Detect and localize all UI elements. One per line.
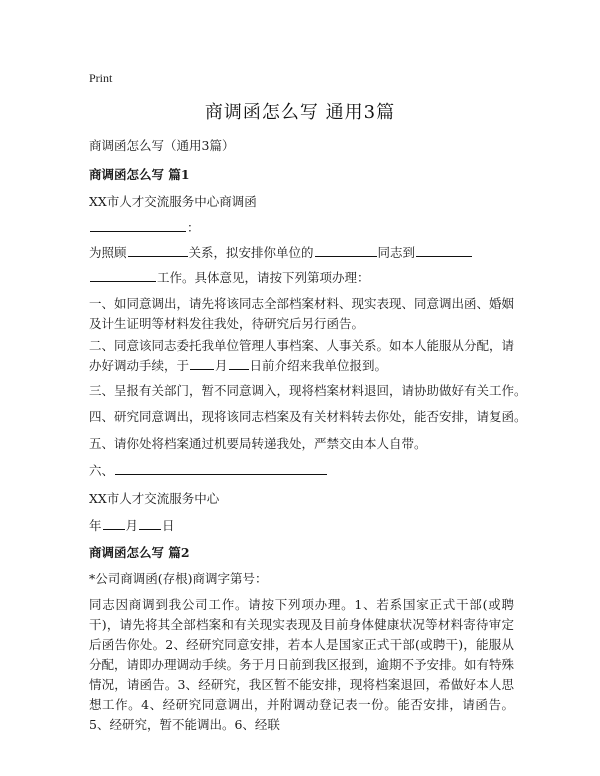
part-2-body: 同志因商调到我公司工作。请按下列项办理。1、若系国家正式干部(或聘干)，请先将其全部档案和有关现实表现及目前身体健康状况等材料寄待审定后函告你处。2、经研究同意安排，若本人是国家正式干部(或聘干)，能服从分配，请即办理调动手续。务于月日前到我区报到，逾期不予安排。如有特殊情况，请函告。3、经研究，我区暂不能安排，现将档案退回，希做好本人思想工作。4、经研究同意调出，并附调动登记表一份。能否安排，请函告。5、经研究，暂不能调出。6、经联 (89, 597, 515, 732)
arrangement-text-b: 关系，拟安排你单位的 (188, 245, 314, 260)
item-2-text-c: 日前介绍来我单位报到。 (249, 358, 388, 373)
addressee-blank (90, 218, 186, 232)
item-1: 一、如同意调出，请先将该同志全部档案材料、现实表现、同意调出函、婚姻及计生证明等材料发往我处，待研究后另行函告。 (89, 296, 515, 331)
addressee-line (89, 218, 200, 236)
arrangement-line-1 (89, 243, 473, 261)
blank-item-6 (115, 461, 327, 475)
section-heading-1: 商调函怎么写 篇1 (89, 167, 190, 182)
blank-date-day (139, 516, 161, 530)
blank-destination (416, 243, 472, 257)
print-label[interactable]: Print (89, 71, 113, 85)
section-heading-2: 商调函怎么写 篇2 (89, 545, 190, 560)
item-4: 四、研究同意调出，现将该同志档案及有关材料转去你处，能否安排，请复函。 (89, 409, 527, 424)
blank-relation (128, 243, 188, 257)
arrangement-text-a: 为照顾 (89, 245, 127, 260)
item-2-text-b: 月 (215, 358, 228, 373)
document-subtitle: 商调函怎么写（通用3篇） (89, 138, 235, 153)
blank-comrade (315, 243, 377, 257)
addressee-colon: ： (187, 220, 200, 235)
item-2 (89, 336, 514, 376)
blank-work (90, 268, 156, 282)
date-year: 年 (89, 518, 102, 533)
date-day: 日 (162, 518, 175, 533)
item-3: 三、呈报有关部门，暂不同意调入，现将档案材料退回，请协助做好有关工作。 (89, 383, 527, 398)
blank-date-month (103, 516, 125, 530)
org-letter-title: XX市人才交流服务中心商调函 (89, 194, 257, 209)
blank-month (190, 356, 214, 370)
blank-day (229, 356, 249, 370)
item-6-label: 六、 (89, 463, 115, 478)
item-5: 五、请你处将档案通过机要局转递我处，严禁交由本人自带。 (89, 436, 427, 451)
arrangement-text-c: 同志到 (377, 245, 416, 260)
date-line (89, 516, 175, 534)
signature-org: XX市人才交流服务中心 (89, 491, 220, 506)
item-6 (89, 461, 328, 479)
document-title: 商调函怎么写 通用3篇 (204, 102, 396, 123)
arrangement-text-d: 工作。具体意见，请按下列第项办理： (157, 270, 370, 285)
arrangement-line-2 (89, 268, 370, 286)
item-2-text-a: 二、同意该同志委托我单位管理人事档案、人事关系。如本人能服从分配，请办好调动手续，于 (89, 338, 515, 373)
stub-line: *公司商调函(存根)商调字第号： (89, 571, 268, 586)
date-month: 月 (125, 518, 139, 533)
